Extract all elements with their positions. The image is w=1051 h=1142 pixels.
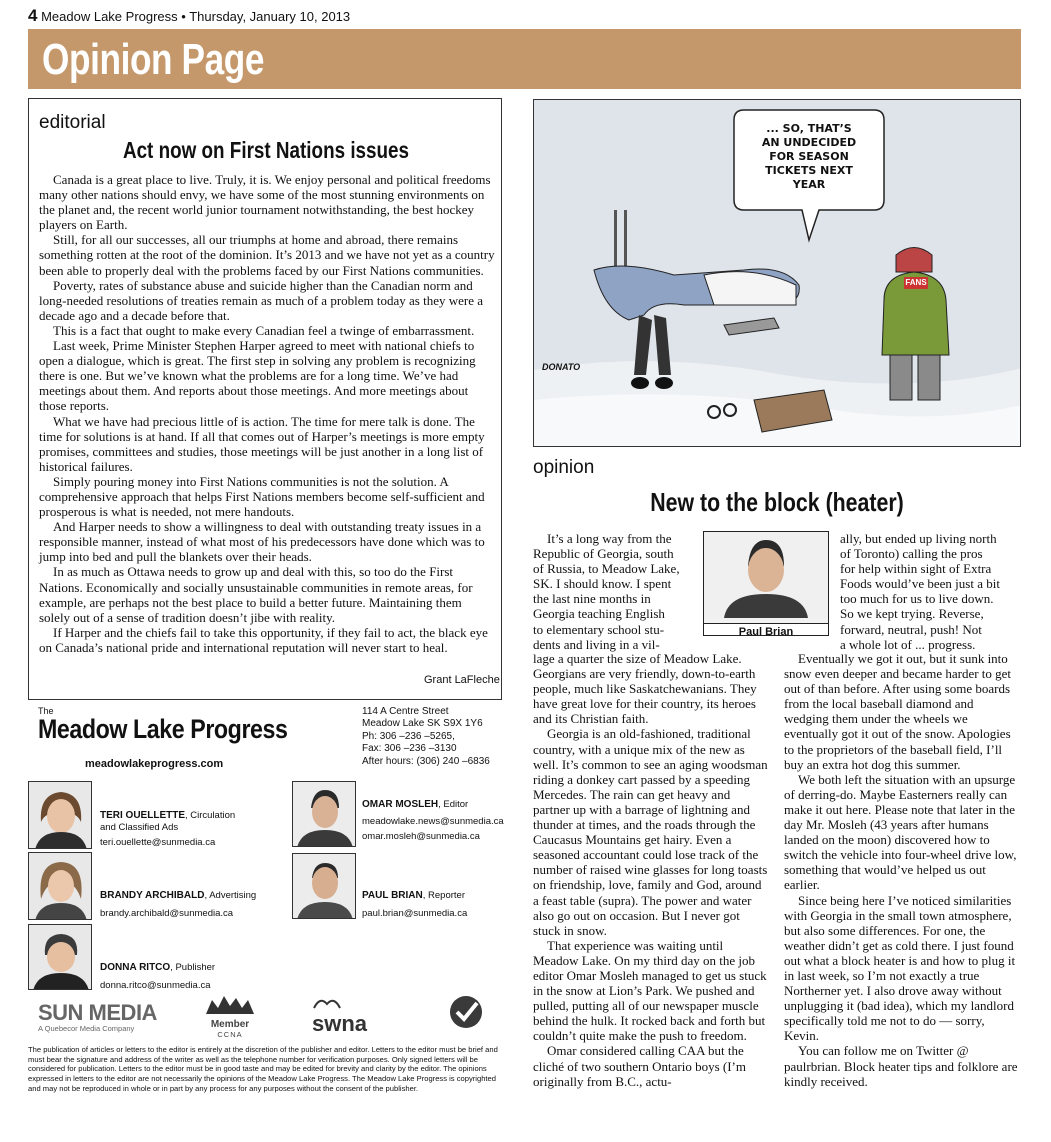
avatar: [28, 924, 92, 990]
avatar: [292, 853, 356, 919]
paragraph: In as much as Ottawa needs to grow up and deal with this, so too do the First Nations. Economically and socially unsustainable communities in remote areas, for example, are perhaps not the best place to build a better future. Maintaining them solely out of a sense of tradition doesn’t jibe with reality.: [39, 564, 473, 625]
ccna-text: CCNA: [217, 1030, 243, 1039]
text-line: SK. I should know. I spent: [533, 576, 672, 592]
staff-omar: [362, 799, 542, 843]
fax-line: Fax: 306 –236 –3130: [362, 743, 457, 755]
editorial-cartoon: [533, 99, 1021, 447]
speech-line: ... SO, THAT’S: [766, 122, 852, 135]
editorial-label: editorial: [39, 112, 106, 133]
after-hours-line: After hours: (306) 240 –6836: [362, 755, 490, 767]
masthead-the: The: [38, 706, 54, 716]
staff-role: , Advertising: [204, 890, 257, 901]
staff-email[interactable]: teri.ouellette@sunmedia.ca: [100, 837, 216, 848]
address-line: Meadow Lake SK S9X 1Y6: [362, 718, 483, 730]
paragraph: This is a fact that ought to make every Canadian feel a twinge of embarrassment.: [53, 322, 475, 338]
address-block: [362, 706, 490, 768]
staff-role: , Editor: [438, 799, 469, 810]
issue-date: Thursday, January 10, 2013: [189, 9, 351, 24]
paragraph: Canada is a great place to live. Truly, it is. We enjoy personal and political freedoms many other nations should envy, we have some of the most stunning environments on the planet and, the recent world junior tournament notwithstanding, the best hockey players on Earth.: [39, 172, 491, 233]
opinion-col1: [533, 651, 769, 1089]
sunmedia-logo-sub: A Quebecor Media Company: [38, 1024, 135, 1033]
staff-brandy: [100, 890, 280, 920]
staff-role-cont: and Classified Ads: [100, 822, 179, 833]
staff-email[interactable]: brandy.archibald@sunmedia.ca: [100, 908, 234, 919]
text-line: It’s a long way from the: [547, 531, 672, 546]
staff-name: BRANDY ARCHIBALD: [100, 890, 205, 901]
text-line: to elementary school stu-: [533, 621, 665, 637]
fans-sign: FANS: [905, 278, 927, 287]
staff-name: DONNA RITCO: [100, 962, 171, 973]
text-line: Foods would’ve been just a bit: [840, 576, 1000, 592]
text-line: too much for us to live down.: [840, 591, 994, 607]
paragraph: lage a quarter the size of Meadow Lake. Georgians are very friendly, down-to-earth people, much like Saskatchewanians. They have great love for their country, its heroes and its Christian faith.: [533, 651, 757, 727]
staff-donna: [100, 962, 280, 992]
paragraph: You can follow me on Twitter @ paulrbrian. Block heater tips and folklore are kindly received.: [784, 1043, 1018, 1089]
staff-email[interactable]: meadowlake.news@sunmedia.ca: [362, 816, 504, 827]
paragraph: Eventually we got it out, but it sunk into snow even deeper and became harder to get out of than before. After using some boards from the local baseball diamond and wedging them under the wheels we eventually got it out of the snow. Apologies to the proprietors of the baseball field, I’ll buy an extra hot dog this summer.: [784, 651, 1012, 772]
paragraph: We both left the situation with an upsurge of derring-do. Maybe Easterners really can make it out here. Please note that later in the day Mr. Mosleh (43 years after humans landed on the moon) discovered how to switch the vehicle into four-wheel drive low, something that would’ve helped us out earlier.: [784, 771, 1017, 893]
text-line: a whole lot of ... progress.: [840, 636, 976, 652]
text-line: dents and living in a vil-: [533, 636, 660, 652]
masthead-name: Meadow Lake Progress: [38, 714, 288, 744]
editorial-headline: Act now on First Nations issues: [122, 137, 410, 163]
ccna-logo: [200, 994, 260, 1039]
opinion-headline: New to the block (heater): [650, 487, 904, 517]
staff-role: , Reporter: [422, 890, 465, 901]
masthead: [38, 706, 328, 745]
author-caption: Paul Brian: [704, 623, 828, 636]
avatar: [28, 781, 92, 849]
paragraph: Omar considered calling CAA but the cliché of two southern Ontario boys (I’m originally from B.C., actu-: [533, 1043, 747, 1089]
paragraph: Last week, Prime Minister Stephen Harper agreed to meet with national chiefs to open a dialogue, which is great. The first step in solving any problem is recognizing there is one. But we’ve known what the problems are for a long time. We’ve had meetings about them. And reports about those meetings. And more meetings about those reports.: [39, 338, 476, 414]
text-line: forward, neutral, push! Not: [840, 621, 982, 637]
publication-name: Meadow Lake Progress: [41, 9, 178, 24]
opinion-col2-top: [840, 531, 1021, 652]
section-banner: [28, 29, 1021, 89]
paragraph: Poverty, rates of substance abuse and suicide higher than the Canadian norm and long-needed resolutions of treaties remain as much of a problem today as they were a decade ago and a decade before that.: [39, 277, 484, 323]
speech-line: YEAR: [792, 178, 826, 191]
opinion-col1-top: [533, 531, 701, 652]
legal-notice: The publication of articles or letters to the editor is entirely at the discretion of the publisher and editor. Letters to the editor must be brief and must bear the signature and address of the writer as well as the telephone number for verification purposes. Only signed letters will be considered for publication. Letters to the editor must be in good taste and may be edited for brevity and clarity by the editor. The opinions expressed in letters to the editor are not necessarily the opinions of the Meadow Lake Progress. The Meadow Lake Progress is copyrighted and may not be reproduced in whole or in part by any process for any purposes without the consent of the publisher.: [28, 1045, 498, 1093]
text-line: of Toronto) calling the pros: [840, 546, 983, 562]
speech-line: AN UNDECIDED: [761, 136, 857, 149]
paragraph: What we have had precious little of is action. The time for mere talk is done. The time for solutions is at hand. If all that comes out of Harper’s meetings is more empty promises, committees and studies, those meetings will be just another in a long list of historical failures.: [39, 413, 485, 474]
text-line: for help within sight of Extra: [840, 561, 992, 577]
staff-name: TERI OUELLETTE: [100, 810, 185, 821]
opinion-col2: [784, 651, 1021, 1089]
staff-email[interactable]: paul.brian@sunmedia.ca: [362, 908, 468, 919]
banner-title: Opinion Page: [42, 35, 265, 84]
sunmedia-logo: [38, 1000, 158, 1033]
avatar: [292, 781, 356, 847]
staff-role: , Circulation: [185, 810, 236, 821]
staff-teri: [100, 810, 280, 849]
page-header: 4 Meadow Lake Progress • Thursday, January 10, 2013: [28, 6, 351, 25]
editorial-box: [28, 98, 502, 700]
paragraph: Simply pouring money into First Nations communities is not the solution. A comprehensive approach that helps First Nations members become self-sufficient and prosperous is what is needed, not mere handouts.: [39, 473, 485, 520]
swna-text: swna: [312, 1011, 368, 1036]
opinion-label: opinion: [533, 457, 595, 478]
paragraph: Still, for all our successes, all our triumphs at home and abroad, there remains something rotten at the root of the dominion. It’s 2013 and we have not yet as a country been able to properly deal with the problems faced by our First Nations communities.: [39, 232, 495, 278]
staff-email[interactable]: omar.mosleh@sunmedia.ca: [362, 831, 480, 842]
editorial-byline: Grant LaFleche: [424, 674, 500, 686]
editorial-body: [39, 172, 495, 655]
text-line: Republic of Georgia, south: [533, 546, 674, 562]
phone-line: Ph: 306 –236 –5265,: [362, 730, 455, 742]
cartoon-signature: DONATO: [542, 362, 581, 372]
swna-logo: [312, 996, 392, 1037]
speech-line: FOR SEASON: [769, 150, 849, 163]
paragraph: Since being here I’ve noticed similarities with Georgia in the small town atmosphere, but also some differences. For one, the weather didn’t get as cold there. I just found out what a block heater is and how to plug it in last week, so I’m not exactly a true Northerner yet. I also drove away without unplugging it (bad idea), which my landlord specifically told me not to do — sorry, Kevin.: [784, 892, 1016, 1044]
cartoon-speech: [749, 122, 869, 192]
author-photo: [703, 531, 829, 636]
paragraph: That experience was waiting until Meadow Lake. On my third day on the job editor Omar Mosleh managed to get us stuck in the snow at Lion’s Park. We pushed and pulled, putting all of our newspaper muscle behind the hulk. It rocked back and forth but couldn’t quite make the push to freedom.: [533, 937, 767, 1044]
page-number: 4: [28, 6, 38, 25]
address-line: 114 A Centre Street: [362, 706, 449, 717]
staff-name: PAUL BRIAN: [362, 890, 423, 901]
text-line: So we kept trying. Reverse,: [840, 606, 984, 622]
staff-name: OMAR MOSLEH: [362, 799, 439, 810]
staff-email[interactable]: donna.ritco@sunmedia.ca: [100, 980, 211, 991]
paragraph: Georgia is an old-fashioned, traditional country, with a unique mix of the new as well. It’s common to see an aging woodsman riding a donkey cart passed by a speeding Mercedes. The rain can get heavy and partner up with a barrage of lightning and thunder at times, and the roads through the Caucasus Mountains get hairy. Even a seasoned accountant could lose track of the number of raised wine glasses for long toasts on friendship, love, family and God, around a feast table (supra). The power and water also go out on occasion. But I never got stuck in snow.: [533, 726, 768, 938]
avatar: [28, 852, 92, 920]
staff-paul: [362, 890, 542, 920]
text-line: the last nine months in: [533, 591, 651, 607]
website-link[interactable]: meadowlakeprogress.com: [85, 758, 224, 770]
sunmedia-logo-text: SUN MEDIA: [38, 1000, 157, 1025]
text-line: Georgia teaching English: [533, 606, 665, 622]
paragraph: And Harper needs to show a willingness to deal with outstanding treaty issues in a responsible manner, instead of what most of his predecessors have done which was to jump into bed and pull the blankets over their heads.: [39, 519, 485, 565]
checkmark-icon: [448, 994, 484, 1035]
speech-line: TICKETS NEXT: [765, 164, 853, 177]
text-line: of Russia, to Meadow Lake,: [533, 561, 680, 577]
text-line: ally, but ended up living north: [840, 531, 997, 546]
staff-role: , Publisher: [170, 962, 216, 973]
ccna-member: Member: [210, 1019, 250, 1030]
paragraph: If Harper and the chiefs fail to take this opportunity, if they fail to act, the black eye on Canada’s national pride and international reputation will never start to heal.: [39, 624, 488, 655]
